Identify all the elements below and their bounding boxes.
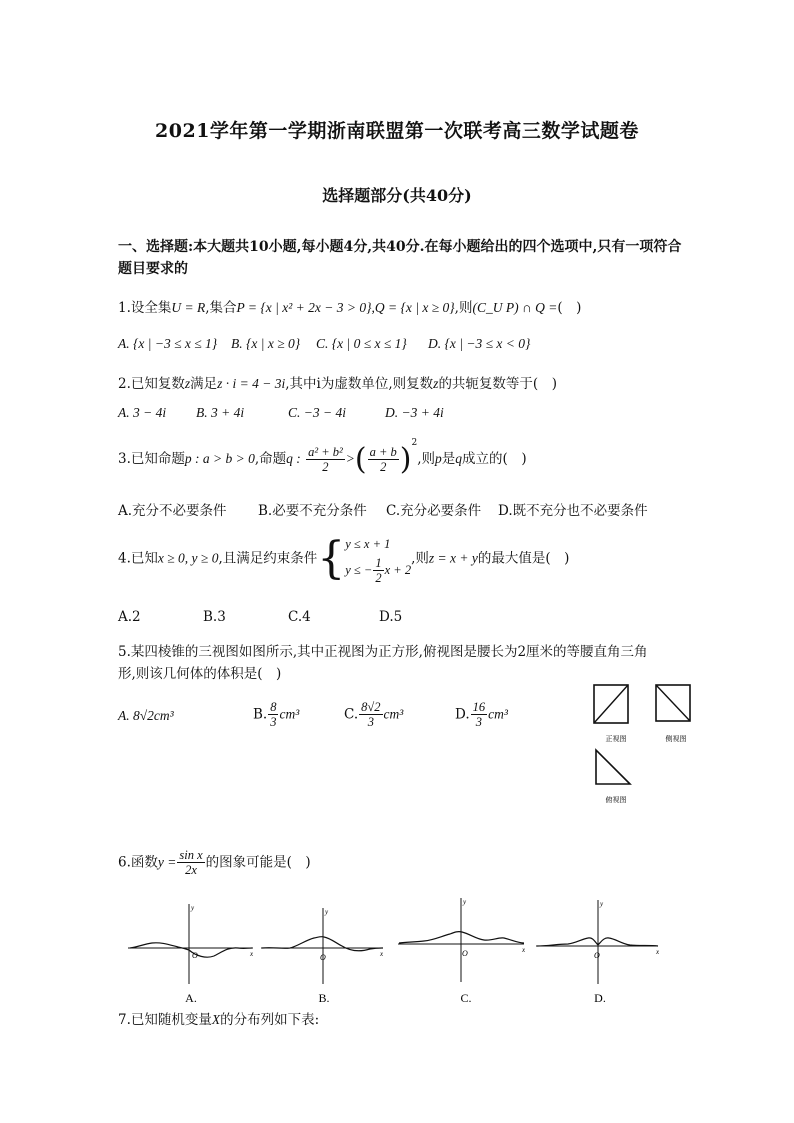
q1-blank: ( ) — [557, 300, 582, 316]
q1-mid: ,集合 — [205, 300, 237, 316]
q5-c-den: 3 — [367, 715, 374, 730]
three-view-figure — [586, 680, 706, 810]
q6-frac-num: sin x — [179, 848, 203, 862]
q2-text-1: 2.已知复数 — [118, 376, 185, 392]
q5-b-num: 8 — [270, 700, 277, 714]
q1-option-b: B. {x | x ≥ 0} — [231, 336, 301, 351]
question-5-line-1: 5.某四棱锥的三视图如图所示,其中正视图为正方形,俯视图是腰长为2厘米的等腰直角三角 — [118, 644, 648, 660]
q1-set-q: ,Q = {x | x ≥ 0} — [371, 300, 455, 315]
graph-b-y-label: y — [325, 908, 329, 916]
front-view — [594, 685, 628, 723]
q3-frac2-num: a + b — [369, 444, 397, 459]
q2-text-2: 满足 — [190, 376, 218, 392]
q5-d-fraction — [471, 700, 488, 730]
graph-a-y-label: y — [191, 904, 195, 912]
top-view-label: 俯视图 — [605, 796, 627, 804]
section-instructions: 一、选择题:本大题共10小题,每小题4分,共40分.在每小题给出的四个选项中,只有一项符合题目要求的 — [118, 239, 682, 277]
q3-proposition-q: q : — [286, 451, 301, 466]
q5-option-d — [455, 700, 508, 730]
q3-text-1: 3.已知命题 — [118, 451, 185, 467]
top-view — [596, 750, 630, 784]
q4-left-brace: { — [317, 532, 346, 584]
q4-text-3: ,则 — [411, 550, 429, 567]
q4-constraint-2b: x + 2 — [384, 562, 412, 577]
q6-fraction — [177, 848, 204, 878]
q5-c-unit: cm³ — [383, 706, 404, 722]
q4-option-d: D.5 — [379, 609, 403, 625]
q3-text-5: 成立的( ) — [462, 451, 527, 467]
graph-b-x-label: x — [380, 950, 384, 958]
q3-text-4: 是 — [441, 451, 456, 467]
graph-a-x-label: x — [250, 950, 254, 958]
question-6 — [118, 848, 311, 878]
graph-b — [261, 908, 384, 1005]
q1-option-a: A. {x | −3 ≤ x ≤ 1} — [118, 336, 218, 351]
q4-condition: x ≥ 0, y ≥ 0 — [157, 550, 219, 566]
q5-c-fraction — [359, 700, 382, 730]
q5-c-label: C. — [344, 706, 359, 723]
q3-option-d: D.既不充分也不必要条件 — [498, 503, 648, 519]
q4-constraint-2a: y ≤ − — [345, 562, 373, 577]
q5-option-b — [253, 700, 299, 730]
q4-constraint-2 — [345, 556, 411, 586]
q3-proposition-p: p : a > b > 0 — [184, 451, 255, 466]
side-view-diagonal — [656, 685, 690, 721]
q3-fraction-1 — [306, 445, 345, 475]
q5-d-label: D. — [455, 706, 470, 723]
q3-fraction-2 — [368, 445, 399, 475]
q3-text-2: ,命题 — [254, 451, 287, 467]
question-1 — [118, 296, 581, 316]
q5-d-den: 3 — [475, 715, 483, 730]
q7-variable: X — [211, 1012, 221, 1027]
graph-c-x-label: x — [522, 946, 526, 954]
q3-option-b: B.必要不充分条件 — [258, 503, 367, 519]
q2-text-4: 的共轭复数等于( ) — [438, 376, 557, 392]
q4-constraint-system — [345, 532, 411, 586]
graph-c-origin: O — [462, 949, 468, 958]
q5-d-num: 16 — [472, 700, 486, 714]
q1-expression: (C_U P) ∩ Q = — [472, 300, 558, 315]
q3-option-c: C.充分必要条件 — [386, 503, 482, 519]
q4-option-b: B.3 — [203, 609, 226, 625]
graph-a — [128, 904, 254, 1005]
q4-frac-num: 1 — [375, 556, 382, 570]
q5-d-unit: cm³ — [488, 706, 508, 722]
graph-d-y-label: y — [600, 900, 604, 908]
question-2 — [118, 372, 557, 392]
q4-objective: z = x + y — [428, 550, 478, 566]
q1-option-d: D. {x | −3 ≤ x < 0} — [428, 336, 531, 351]
graph-c — [398, 898, 526, 1005]
q3-gt: > — [345, 451, 355, 466]
q4-text-4: 的最大值是( ) — [477, 550, 570, 567]
side-view — [656, 685, 690, 721]
graph-a-curve — [130, 943, 252, 957]
q5-option-a: A. 8√2cm³ — [118, 708, 174, 723]
graph-c-y-label: y — [463, 898, 467, 906]
q4-text-2: ,且满足约束条件 — [218, 550, 318, 567]
q7-text-2: 的分布列如下表: — [220, 1012, 320, 1028]
front-view-label: 正视图 — [605, 735, 627, 743]
q1-set-p: P = {x | x² + 2x − 3 > 0} — [236, 300, 372, 315]
q2-option-d: D. −3 + 4i — [385, 405, 444, 420]
q1-universal-set: U = R — [171, 300, 206, 315]
q6-text-2: 的图象可能是( ) — [205, 854, 311, 871]
q2-z: z — [184, 376, 191, 391]
top-view-triangle — [596, 750, 630, 784]
q2-text-3: ,其中i为虚数单位,则复数 — [285, 376, 434, 392]
q5-b-fraction — [268, 700, 278, 730]
q5-b-unit: cm³ — [279, 706, 300, 722]
q4-half-fraction — [373, 556, 383, 586]
graph-d-origin: O — [594, 951, 600, 960]
graph-c-label: C. — [460, 991, 472, 1005]
question-5-line-2: 形,则该几何体的体积是( ) — [118, 666, 282, 682]
graph-a-origin: O — [192, 951, 198, 960]
q6-frac-den: 2x — [185, 863, 197, 878]
q5-option-c — [344, 700, 403, 730]
q5-c-num: 8√2 — [361, 700, 381, 714]
q2-equation: z · i = 4 − 3i — [217, 376, 286, 391]
q3-text-3: ,则 — [417, 451, 436, 467]
q6-graphs — [128, 898, 668, 1010]
section-subtitle: 选择题部分(共40分) — [322, 186, 472, 205]
q2-option-c: C. −3 − 4i — [288, 405, 346, 420]
q2-z-2: z — [433, 376, 439, 391]
q4-frac-den: 2 — [375, 571, 382, 586]
q1-number: 1.设全集 — [118, 300, 172, 316]
q3-option-a: A.充分不必要条件 — [118, 503, 227, 519]
graph-d-label: D. — [594, 991, 606, 1005]
q3-q: q — [455, 451, 463, 466]
q1-option-c: C. {x | 0 ≤ x ≤ 1} — [316, 336, 407, 351]
graph-b-origin: O — [320, 953, 326, 962]
q5-b-label: B. — [253, 706, 268, 723]
q7-text-1: 7.已知随机变量 — [118, 1012, 212, 1028]
q6-y-eq: y = — [157, 854, 177, 870]
q1-then: ,则 — [454, 300, 473, 316]
q4-option-c: C.4 — [288, 609, 311, 625]
front-view-diagonal — [594, 685, 628, 723]
graph-d-x-label: x — [656, 948, 660, 956]
graph-a-label: A. — [185, 991, 197, 1005]
q4-option-a: A.2 — [118, 609, 141, 625]
q6-text-1: 6.函数 — [118, 854, 158, 871]
q3-left-paren: ( — [354, 442, 367, 477]
q5-b-den: 3 — [270, 715, 277, 730]
side-view-label: 侧视图 — [665, 735, 687, 743]
graph-b-label: B. — [318, 991, 330, 1005]
q2-option-b: B. 3 + 4i — [196, 405, 245, 420]
page-title: 2021学年第一学期浙南联盟第一次联考高三数学试题卷 — [155, 120, 639, 142]
q3-square: 2 — [411, 438, 418, 448]
graph-d — [536, 900, 660, 1005]
q3-p: p — [435, 451, 442, 466]
q4-constraint-1: y ≤ x + 1 — [345, 537, 391, 551]
q3-frac2-den: 2 — [380, 460, 387, 474]
q3-frac1-den: 2 — [322, 460, 329, 474]
q3-frac1-num: a² + b² — [308, 444, 343, 459]
q4-text-1: 4.已知 — [118, 550, 158, 567]
question-4 — [118, 532, 569, 586]
question-7 — [118, 1008, 319, 1028]
q2-option-a: A. 3 − 4i — [118, 405, 167, 420]
q3-right-paren: ) — [399, 442, 412, 477]
question-3 — [118, 438, 527, 477]
